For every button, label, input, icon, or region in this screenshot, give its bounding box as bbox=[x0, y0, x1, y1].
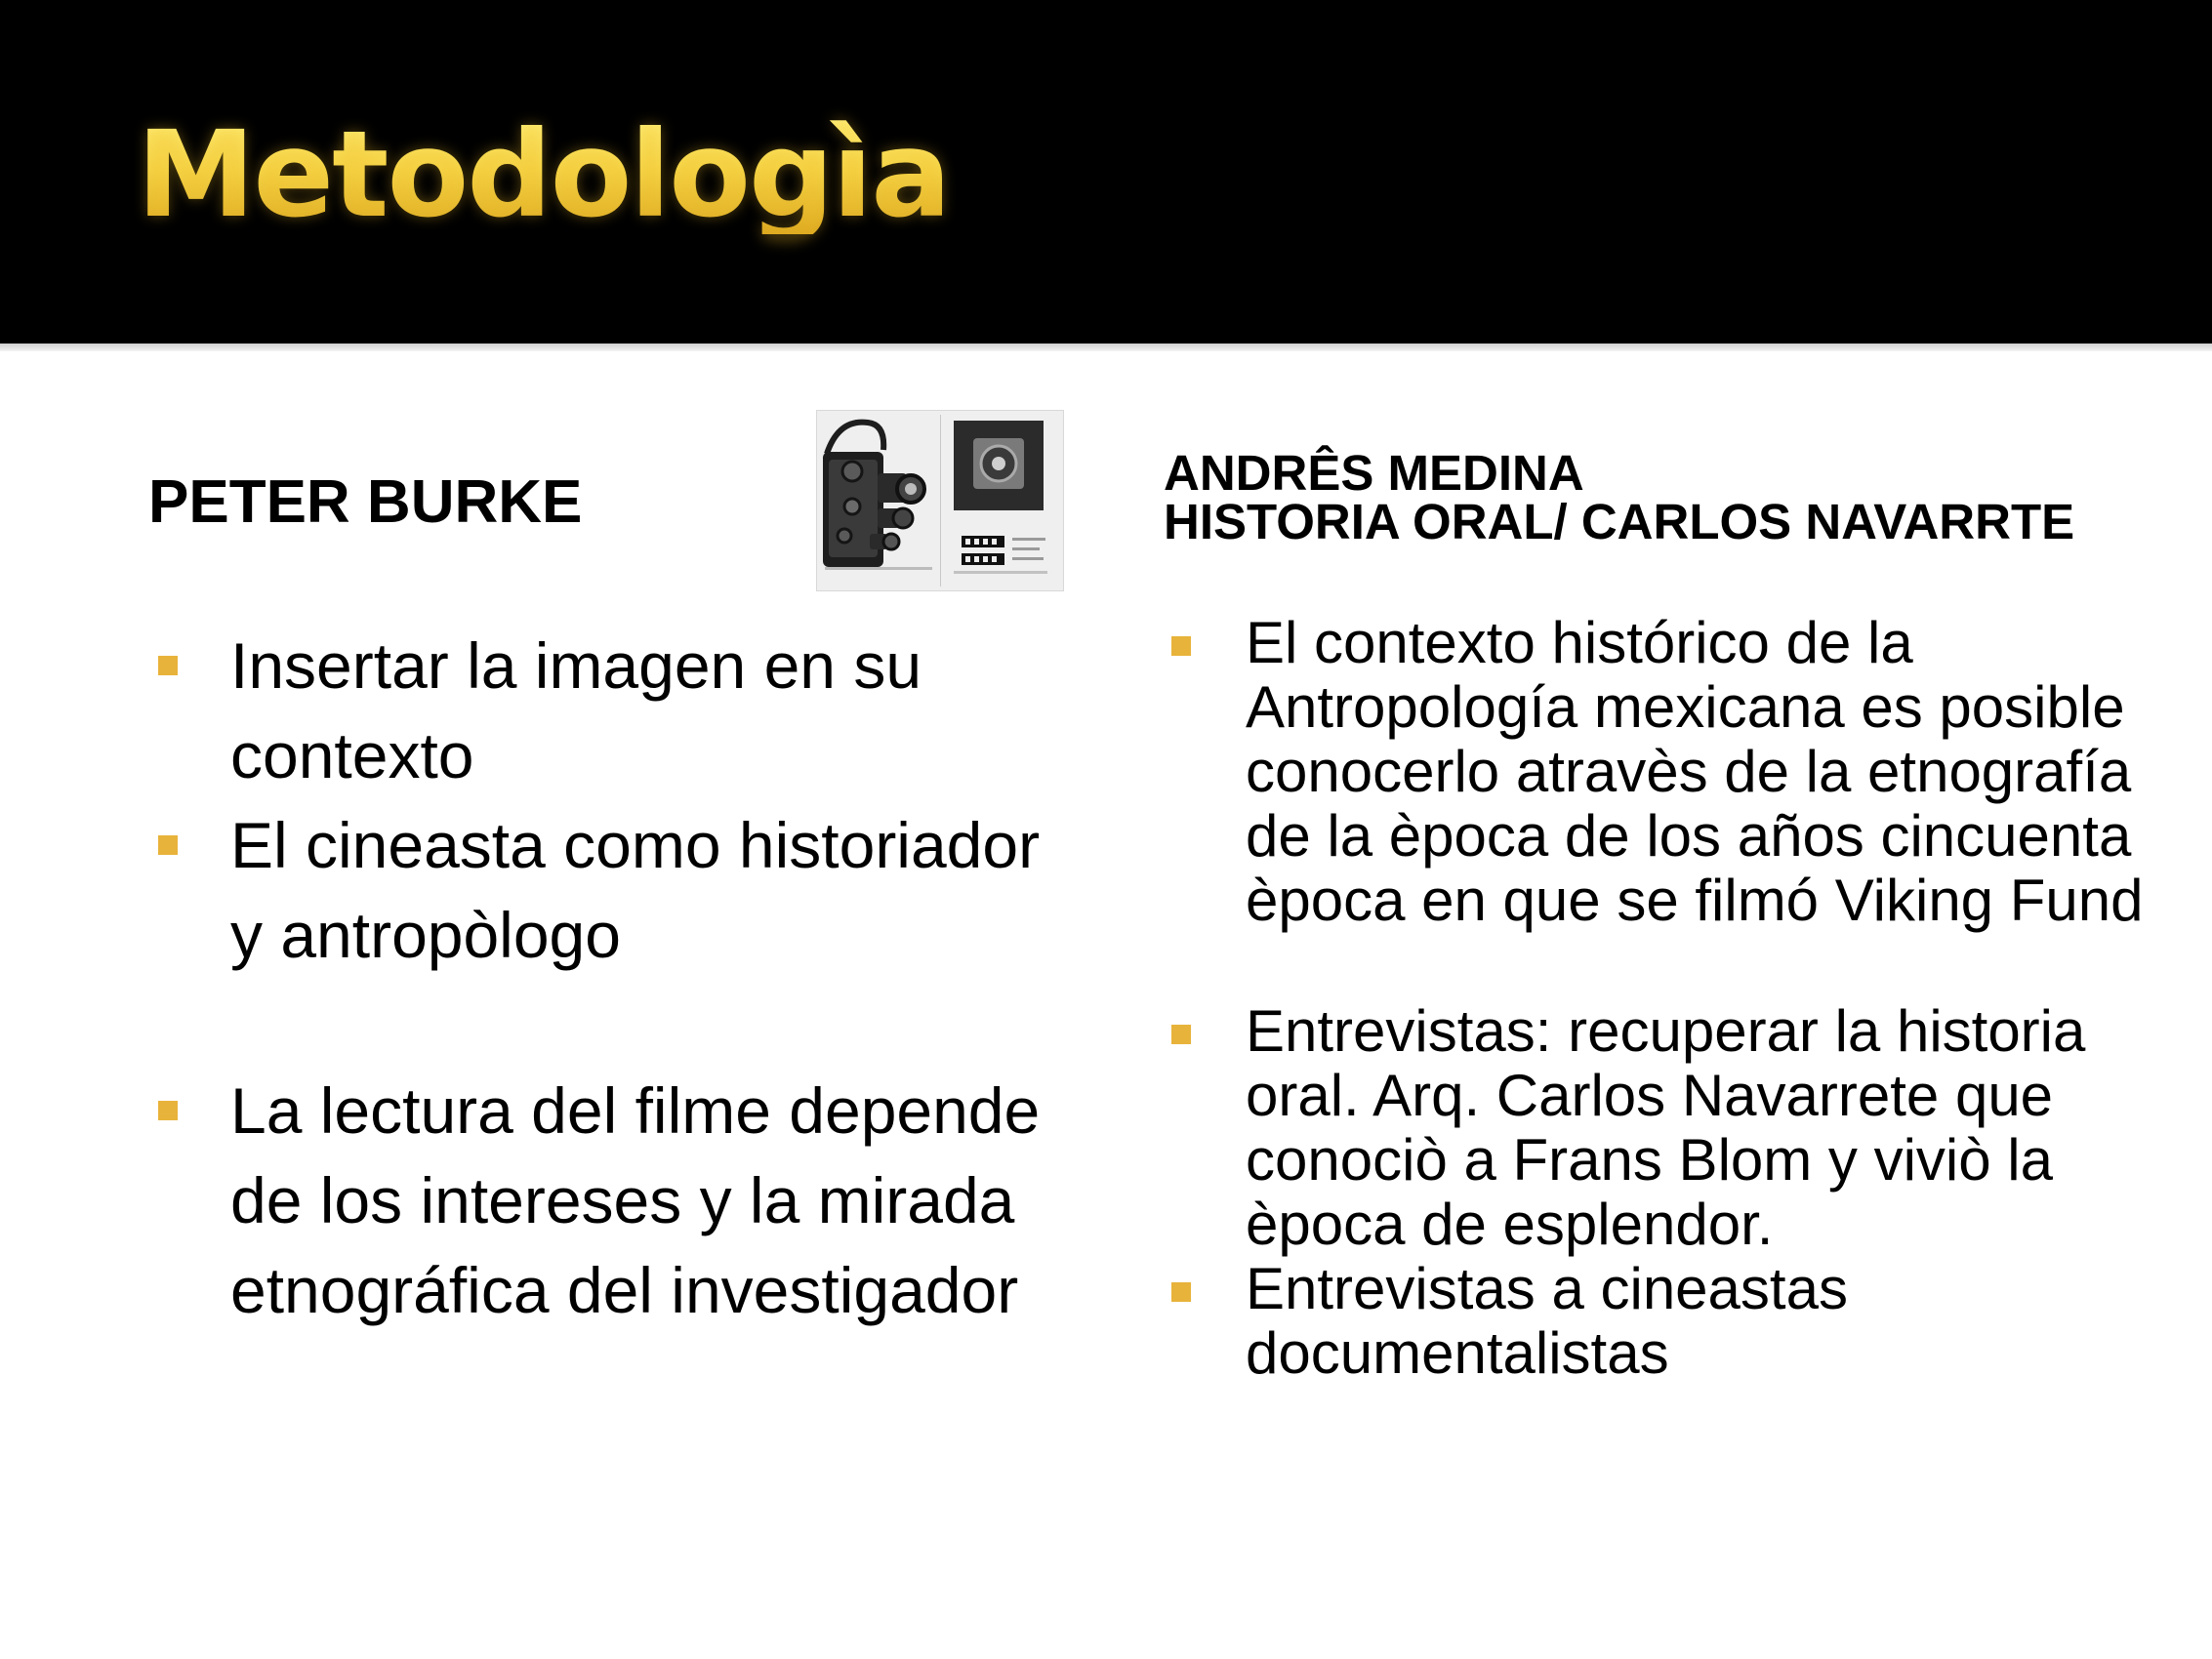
left-bullet-list bbox=[230, 621, 1089, 1335]
right-bullet-list bbox=[1246, 611, 2183, 1386]
bullet-text: El contexto histórico de la Antropología mexicana es posible conocerlo atravès de la etnografía de la època de los años cincuenta època en que se filmó Viking Fund bbox=[1246, 610, 2144, 933]
bullet-text: Entrevistas a cineastas documentalistas bbox=[1246, 1256, 1848, 1386]
right-heading-line-2: HISTORIA ORAL/ CARLOS NAVARRTE bbox=[1164, 494, 2075, 549]
square-bullet-icon bbox=[1171, 636, 1191, 656]
title-divider bbox=[0, 344, 2212, 351]
list-item bbox=[230, 621, 1089, 800]
list-item bbox=[1246, 999, 2183, 1257]
title-bar bbox=[0, 0, 2212, 344]
list-item bbox=[1246, 611, 2183, 933]
square-bullet-icon bbox=[158, 1101, 178, 1120]
right-heading-line-1: ANDRÊS MEDINA bbox=[1164, 445, 1584, 501]
bullet-text: Insertar la imagen en su contexto bbox=[230, 629, 922, 791]
bullet-text: La lectura del filme depende de los intereses y la mirada etnográfica del investigador bbox=[230, 1074, 1041, 1326]
square-bullet-icon bbox=[158, 656, 178, 675]
list-item bbox=[230, 800, 1089, 980]
film-camera-image bbox=[816, 410, 1064, 591]
list-item bbox=[1246, 1257, 2183, 1386]
list-item bbox=[230, 1066, 1089, 1335]
left-column-heading: PETER BURKE bbox=[148, 468, 583, 536]
bullet-text: Entrevistas: recuperar la historia oral. Arq. Carlos Navarrete que conociò a Frans Blom y viviò la època de esplendor. bbox=[1246, 998, 2086, 1257]
slide-title: Metodologìa bbox=[137, 105, 950, 244]
film-camera-icon bbox=[817, 411, 1063, 590]
right-column-heading bbox=[1164, 445, 2075, 549]
square-bullet-icon bbox=[158, 835, 178, 855]
bullet-text: El cineasta como historiador y antropòlogo bbox=[230, 809, 1041, 971]
square-bullet-icon bbox=[1171, 1282, 1191, 1302]
square-bullet-icon bbox=[1171, 1025, 1191, 1044]
